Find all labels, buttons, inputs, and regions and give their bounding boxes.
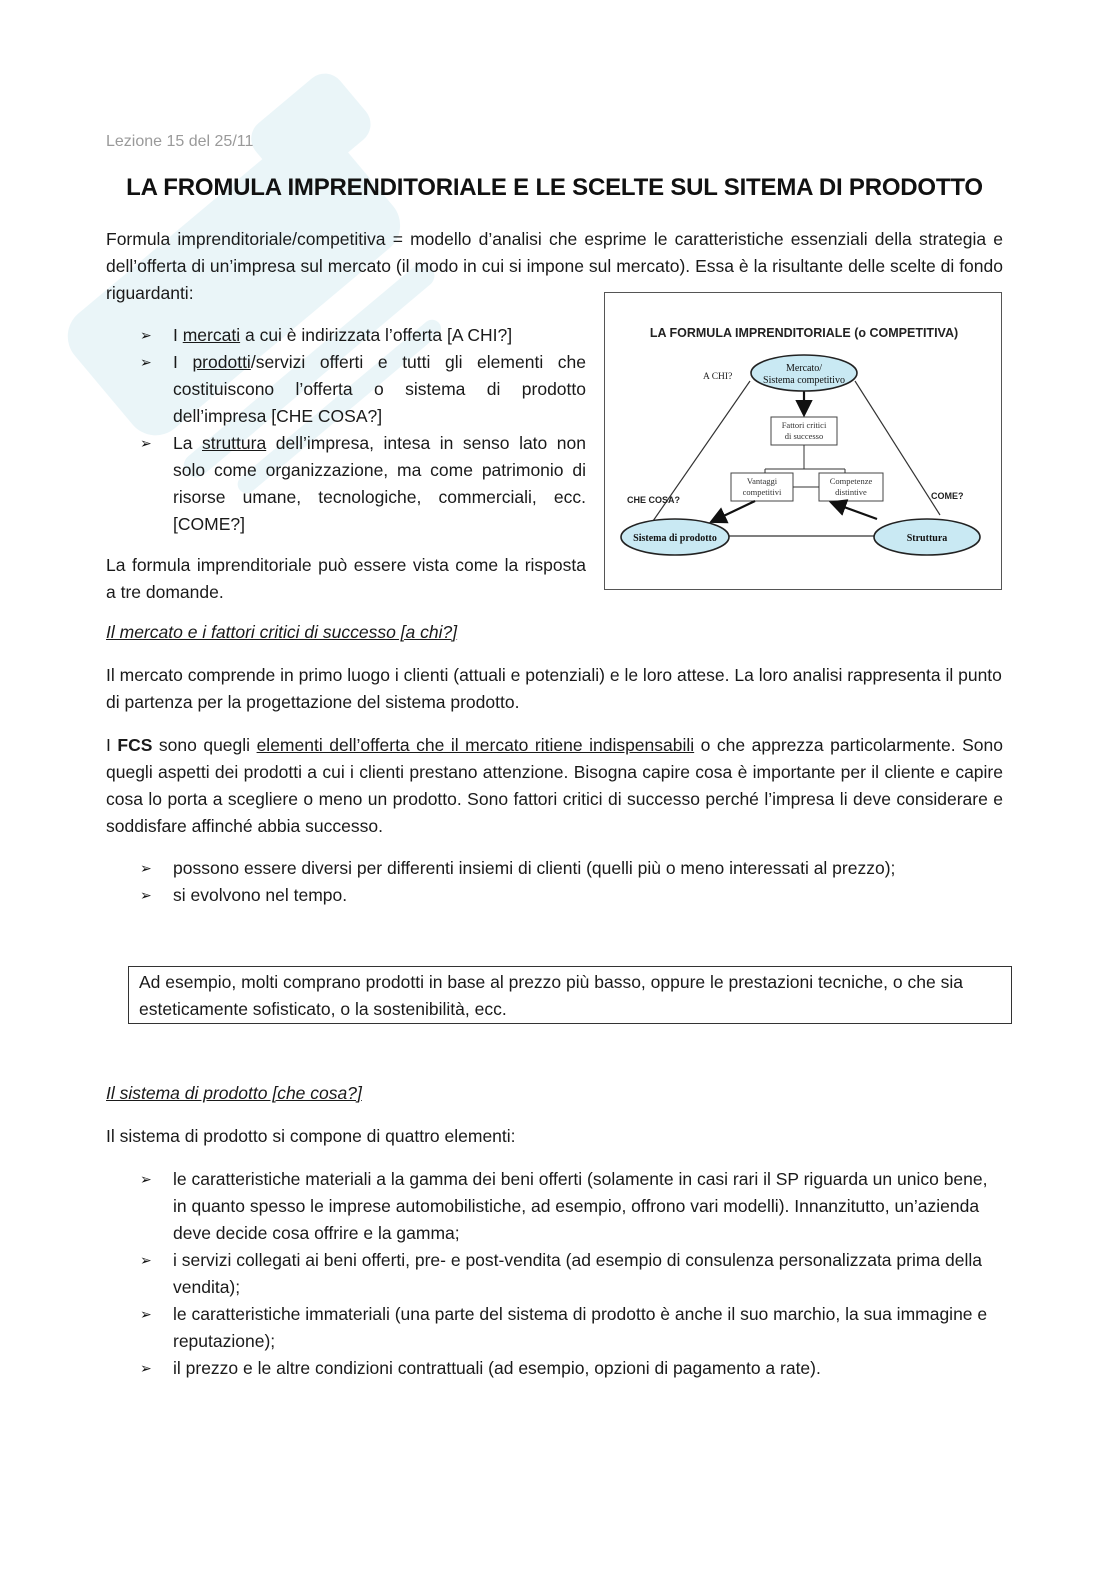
list-item: ➢ I prodotti/servizi offerti e tutti gli elementi che costituiscono l’offerta o sistema di prodotto dell’impresa [CHE COSA?] bbox=[106, 349, 586, 430]
list-item: ➢ I mercati a cui è indirizzata l’offerta [A CHI?] bbox=[106, 322, 586, 349]
arrow-vantaggi-sistema bbox=[713, 501, 755, 521]
box-vantaggi-label-2: competitivi bbox=[742, 487, 782, 497]
arrow-bullet-icon: ➢ bbox=[140, 1171, 152, 1187]
arrow-bullet-icon: ➢ bbox=[140, 1360, 152, 1376]
arrow-struttura-competenze bbox=[833, 503, 877, 519]
node-mercato-label-1: Mercato/ bbox=[785, 363, 823, 374]
list-item: ➢ le caratteristiche materiali a la gamma dei beni offerti (solamente in casi rari il SP riguarda un unico bene, in quanto spesso le imprese automobilistiche, ad esempio, offrono vari modelli). Innanzitutto, un’azienda deve decide cosa offrire e la gamma; bbox=[106, 1166, 1003, 1247]
arrow-bullet-icon: ➢ bbox=[140, 435, 152, 451]
question-che-cosa: CHE COSA? bbox=[627, 495, 681, 505]
diagram-title: LA FORMULA IMPRENDITORIALE (o COMPETITIVA) bbox=[649, 326, 959, 340]
page-title: LA FROMULA IMPRENDITORIALE E LE SCELTE SUL SITEMA DI PRODOTTO bbox=[126, 174, 983, 201]
fcs-paragraph: I FCS sono quegli elementi dell’offerta che il mercato ritiene indispensabili o che apprezza particolarmente. Sono quegli aspetti dei prodotti a cui i clienti prestano attenzione. Bisogna capire cosa è importante per il cliente e capire cosa lo porta a scegliere o meno un prodotto. Sono fattori critici di successo perché l’impresa li deve considerare e soddisfare affinché abbia successo. bbox=[106, 735, 1003, 836]
lesson-date: Lezione 15 del 25/11 bbox=[106, 133, 254, 150]
fcs-bullets bbox=[106, 855, 1003, 909]
box-fattori-label-1: Fattori critici bbox=[781, 420, 827, 430]
sistema-intro: Il sistema di prodotto si compone di quattro elementi: bbox=[106, 1126, 516, 1146]
list-item: ➢ La struttura dell’impresa, intesa in senso lato non solo come organizzazione, ma come patrimonio di risorse umane, tecnologiche, commerciali, ecc. [COME?] bbox=[106, 430, 586, 538]
three-questions-paragraph: La formula imprenditoriale può essere vista come la risposta a tre domande. bbox=[106, 555, 586, 602]
list-item: ➢ i servizi collegati ai beni offerti, pre- e post-vendita (ad esempio di consulenza personalizzata prima della vendita); bbox=[106, 1247, 1003, 1301]
node-struttura-label: Struttura bbox=[906, 533, 948, 544]
node-sistema-label: Sistema di prodotto bbox=[633, 533, 717, 544]
formula-diagram bbox=[604, 292, 1002, 590]
box-vantaggi-label-1: Vantaggi bbox=[746, 476, 778, 486]
sistema-bullets bbox=[106, 1166, 1003, 1382]
box-fattori-label-2: di successo bbox=[784, 431, 824, 441]
arrow-bullet-icon: ➢ bbox=[140, 887, 152, 903]
choices-list bbox=[106, 322, 586, 538]
section-heading-sistema: Il sistema di prodotto [che cosa?] bbox=[106, 1083, 362, 1103]
list-item: ➢ il prezzo e le altre condizioni contrattuali (ad esempio, opzioni di pagamento a rate). bbox=[106, 1355, 1003, 1382]
question-come: COME? bbox=[931, 491, 964, 501]
intro-paragraph: Formula imprenditoriale/competitiva = modello d’analisi che esprime le caratteristiche essenziali della strategia e dell’offerta di un’impresa sul mercato (il modo in cui si impone sul mercato). Essa è la risultante delle scelte di fondo riguardanti: bbox=[106, 229, 1003, 303]
mercato-paragraph: Il mercato comprende in primo luogo i clienti (attuali e potenziali) e le loro attese. La loro analisi rappresenta il punto di partenza per la progettazione del sistema prodotto. bbox=[106, 665, 1002, 712]
list-item: ➢ le caratteristiche immateriali (una parte del sistema di prodotto è anche il suo marchio, la sua immagine e reputazione); bbox=[106, 1301, 1003, 1355]
arrow-bullet-icon: ➢ bbox=[140, 1306, 152, 1322]
node-mercato-label-2: Sistema competitivo bbox=[763, 375, 845, 386]
example-box: Ad esempio, molti comprano prodotti in base al prezzo più basso, oppure le prestazioni tecniche, o che sia esteticamente sofisticato, o la sostenibilità, ecc. bbox=[128, 966, 1012, 1024]
section-heading-mercato: Il mercato e i fattori critici di successo [a chi?] bbox=[106, 622, 458, 642]
diagram-svg bbox=[605, 293, 1003, 591]
box-competenze-label-1: Competenze bbox=[829, 476, 873, 486]
list-item: ➢ possono essere diversi per differenti insiemi di clienti (quelli più o meno interessati al prezzo); bbox=[106, 855, 1003, 882]
arrow-bullet-icon: ➢ bbox=[140, 1252, 152, 1268]
arrow-bullet-icon: ➢ bbox=[140, 327, 152, 343]
arrow-bullet-icon: ➢ bbox=[140, 354, 152, 370]
box-competenze-label-2: distintive bbox=[835, 487, 867, 497]
question-a-chi: A CHI? bbox=[703, 372, 733, 382]
arrow-bullet-icon: ➢ bbox=[140, 860, 152, 876]
list-item: ➢ si evolvono nel tempo. bbox=[106, 882, 1003, 909]
